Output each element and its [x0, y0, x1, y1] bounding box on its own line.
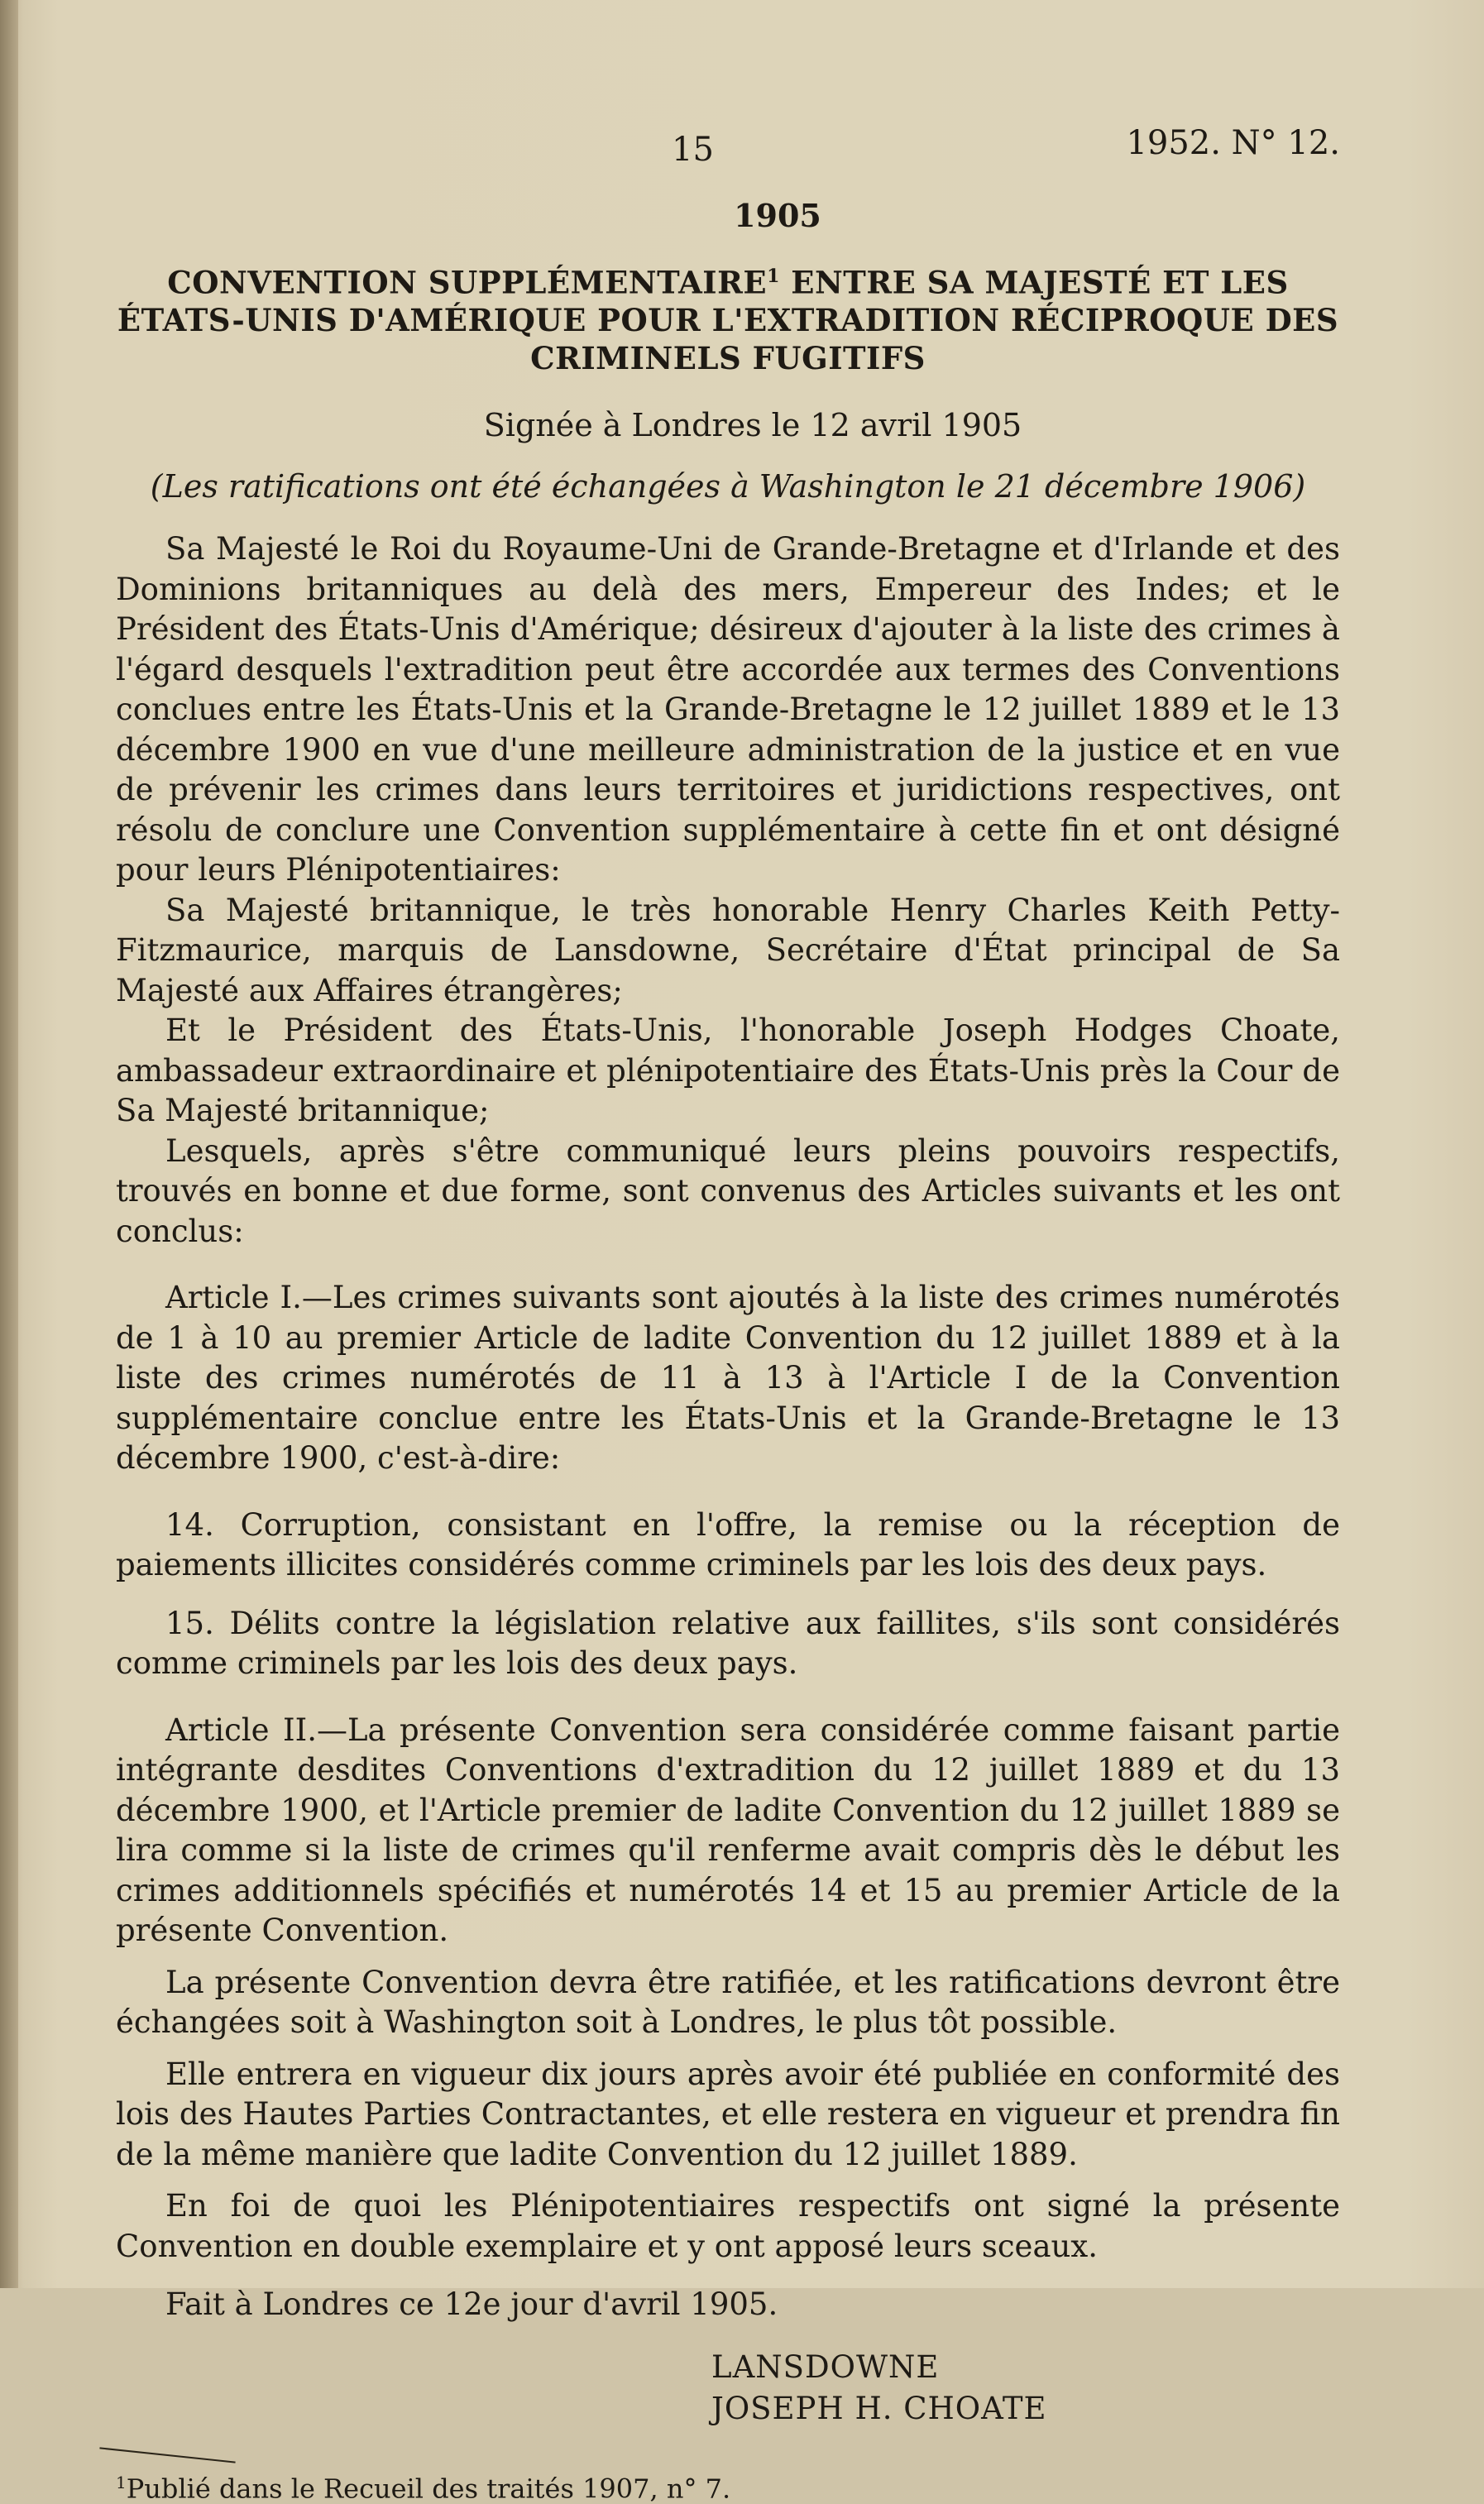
title-rest: ENTRE SA MAJESTÉ ET LES ÉTATS-UNIS D'AMÉRIQUE POUR L'EXTRADITION RÉCIPROQUE DES CRIMINELS FUGITIFS [117, 264, 1339, 377]
footnote-marker: 1 [116, 2472, 127, 2492]
book-gutter [0, 0, 18, 2288]
ratification-paragraph: La présente Convention devra être ratifiée, et les ratifications devront être échangées soit à Washington soit à Londres, le plus tôt possible. [116, 1964, 1340, 2041]
page-number: 15 [672, 131, 714, 169]
page-content [116, 124, 1340, 2504]
crime-14: 14. Corruption, consistant en l'offre, la remise ou la réception de paiements illicites considérés comme criminels par les lois des deux pays. [116, 1506, 1340, 1583]
signature-lansdowne: LANSDOWNE [711, 2348, 940, 2385]
in-witness-paragraph: En foi de quoi les Plénipotentiaires respectifs ont signé la présente Convention en double exemplaire et y ont apposé leurs sceaux. [116, 2188, 1340, 2264]
running-header [116, 124, 1340, 174]
footnote-rule [99, 2447, 235, 2463]
footnote [116, 2473, 1340, 2504]
title-footnote-ref: 1 [767, 266, 780, 287]
footnote-text: Publié dans le Recueil des traités 1907, n° 7. [126, 2473, 731, 2504]
treaty-title [116, 257, 1340, 377]
done-at-paragraph: Fait à Londres ce 12e jour d'avril 1905. [165, 2286, 778, 2323]
preamble-paragraph: Sa Majesté le Roi du Royaume-Uni de Grande-Bretagne et d'Irlande et des Dominions britanniques au delà des mers, Empereur des Indes; et le Président des États-Unis d'Amérique; désireux d'ajouter à la liste des crimes à l'égard desquels l'extradition peut être accordée aux termes des Conventions conclues entre les États-Unis et la Grande-Bretagne le 12 juillet 1889 et le 13 décembre 1900 en vue d'une meilleure administration de la justice et en vue de prévenir les crimes dans leurs territoires et juridictions respectives, ont résolu de conclure une Convention supplémentaire à cette fin et ont désigné pour leurs Plénipotentiaires: [116, 531, 1340, 888]
signed-line: Signée à Londres le 12 avril 1905 [483, 407, 1022, 444]
article-1: Article I.—Les crimes suivants sont ajoutés à la liste des crimes numérotés de 1 à 10 au premier Article de ladite Convention du 12 juillet 1889 et à la liste des crimes numérotés de 11 à 13 à l'Article I de la Convention supplémentaire conclue entre les États-Unis et la Grande-Bretagne le 13 décembre 1900, c'est-à-dire: [116, 1280, 1340, 1477]
title-main: CONVENTION SUPPLÉMENTAIRE [167, 264, 768, 301]
plenipotentiary-us: Et le Président des États-Unis, l'honorable Joseph Hodges Choate, ambassadeur extraordinaire et plénipotentiaire des États-Unis près la Cour de Sa Majesté britannique; [116, 1013, 1340, 1129]
crime-15: 15. Délits contre la législation relative aux faillites, s'ils sont considérés comme criminels par les lois des deux pays. [116, 1605, 1340, 1682]
plenipotentiary-uk: Sa Majesté britannique, le très honorable Henry Charles Keith Petty-Fitzmaurice, marquis de Lansdowne, Secrétaire d'État principal de Sa Majesté aux Affaires étrangères; [116, 892, 1340, 1008]
ratification-line: (Les ratifications ont été échangées à Washington le 21 décembre 1906) [150, 468, 1306, 505]
issue-number: 1952. N° 12. [1126, 124, 1340, 162]
signature-choate: JOSEPH H. CHOATE [711, 2390, 1047, 2426]
signature-block [711, 2347, 1340, 2430]
entry-into-force-paragraph: Elle entrera en vigueur dix jours après avoir été publiée en conformité des lois des Hautes Parties Contractantes, et elle restera en vigueur et prendra fin de la même manière que ladite Convention du 12 juillet 1889. [116, 2056, 1340, 2172]
full-powers-paragraph: Lesquels, après s'être communiqué leurs pleins pouvoirs respectifs, trouvés en bonne et due forme, sont convenus des Articles suivants et les ont conclus: [116, 1132, 1340, 1249]
article-2: Article II.—La présente Convention sera considérée comme faisant partie intégrante desdites Conventions d'extradition du 12 juillet 1889 et du 13 décembre 1900, et l'Article premier de ladite Convention du 12 juillet 1889 se lira comme si la liste de crimes qu'il renferme avait compris dès le début les crimes additionnels spécifiés et numérotés 14 et 15 au premier Article de la présente Convention. [116, 1712, 1340, 1949]
treaty-year: 1905 [734, 197, 821, 234]
